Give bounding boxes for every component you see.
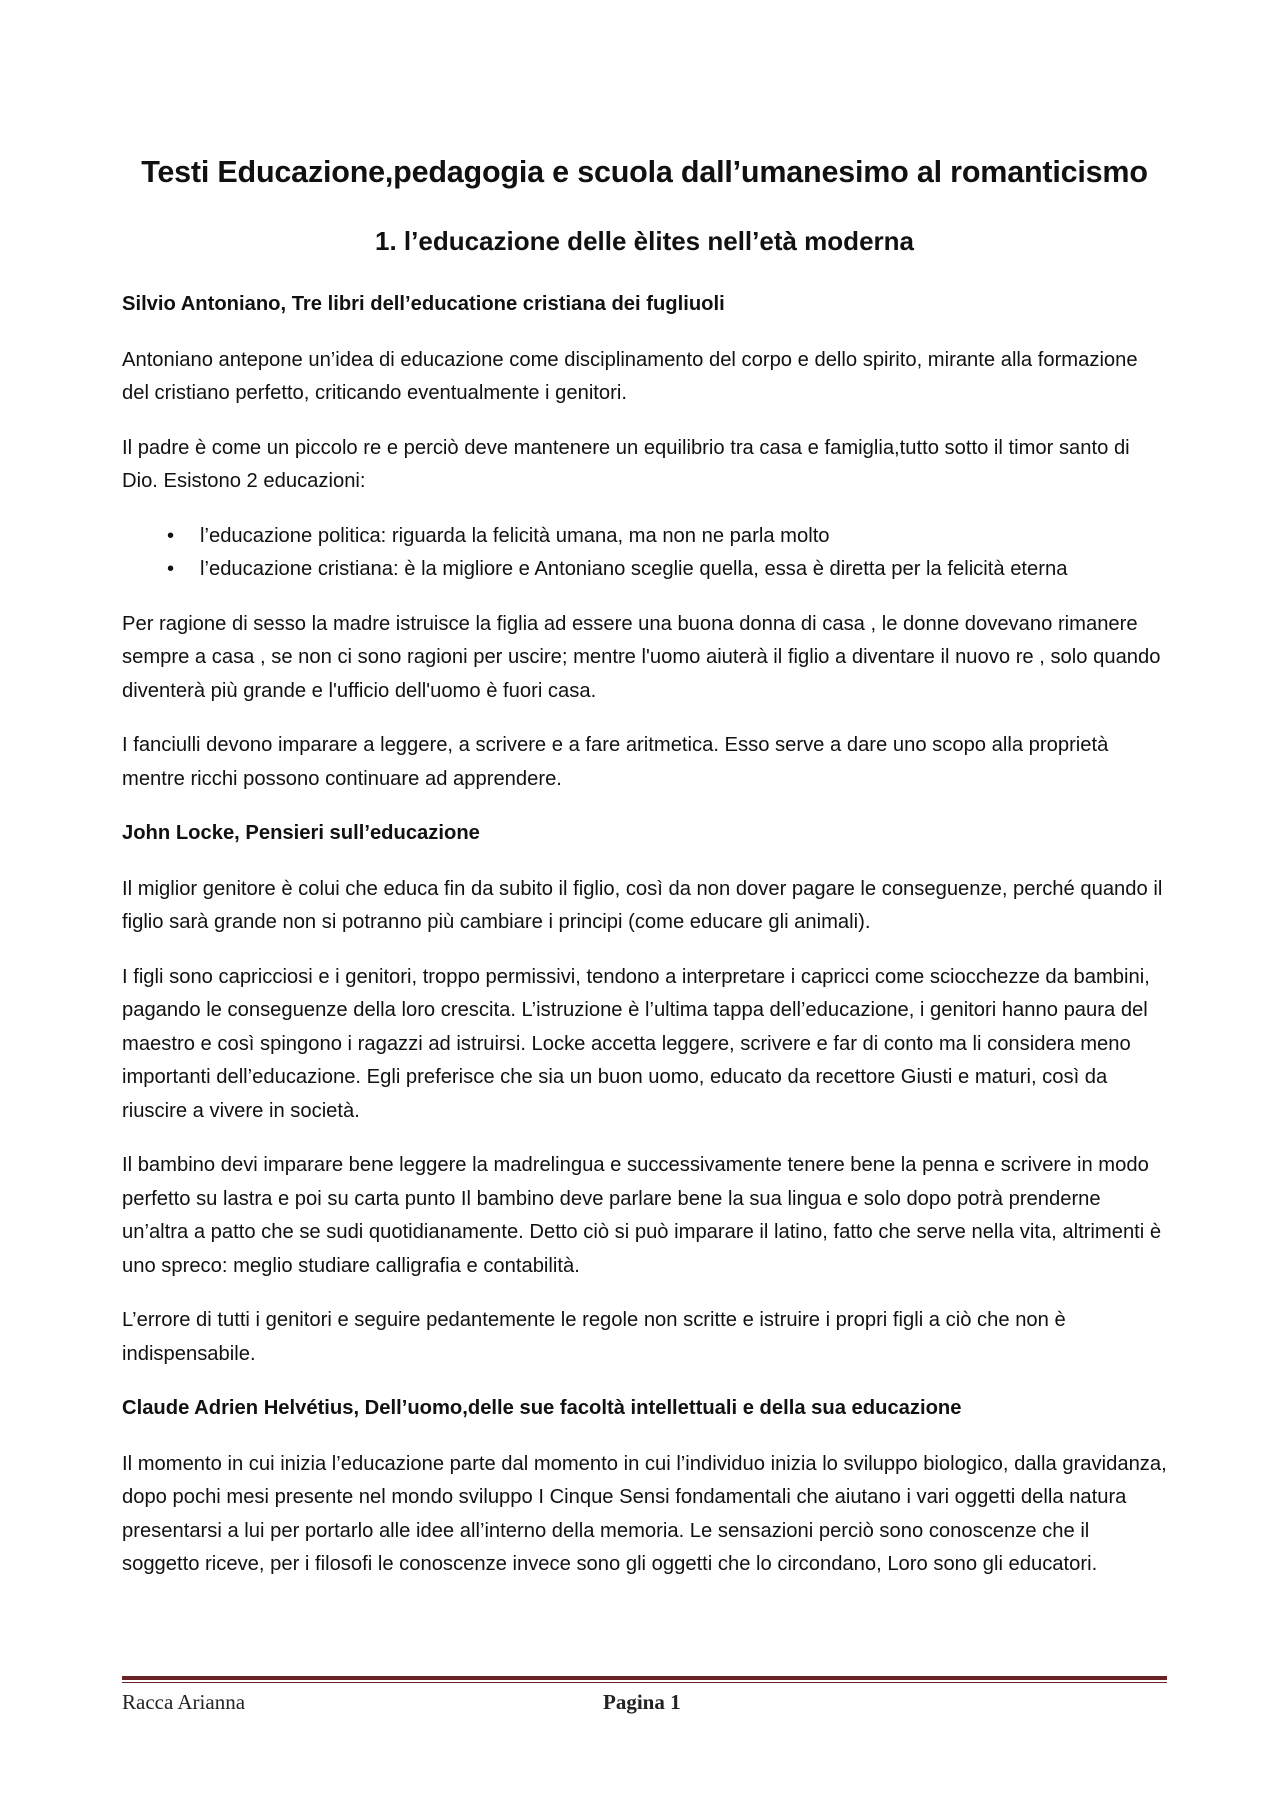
- section-heading-antoniano: Silvio Antoniano, Tre libri dell’educatione cristiana dei fugliuoli: [122, 293, 725, 315]
- paragraph: Il padre è come un piccolo re e perciò deve mantenere un equilibrio tra casa e famiglia,tutto sotto il timor santo di Dio. Esistono 2 educazioni:: [122, 436, 1130, 492]
- section-heading-locke: John Locke, Pensieri sull’educazione: [122, 822, 480, 844]
- paragraph: Antoniano antepone un’idea di educazione come disciplinamento del corpo e dello spirito, mirante alla formazione del cristiano perfetto, criticando eventualmente i genitori.: [122, 348, 1138, 404]
- list-item-text: l’educazione politica: riguarda la felicità umana, ma non ne parla molto: [200, 524, 830, 547]
- section-heading-helvetius: Claude Adrien Helvétius, Dell’uomo,delle sue facoltà intellettuali e della sua educazione: [122, 1397, 962, 1419]
- list-item: [122, 520, 1167, 554]
- chapter-title: 1. l’educazione delle èlites nell’età moderna: [375, 226, 914, 256]
- bullet-icon: •: [167, 524, 175, 547]
- document-title: Testi Educazione,pedagogia e scuola dall’umanesimo al romanticismo: [141, 155, 1148, 189]
- paragraph: Il momento in cui inizia l’educazione parte dal momento in cui l’individuo inizia lo sviluppo biologico, dalla gravidanza, dopo pochi mesi presente nel mondo sviluppo I Cinque Sensi fondamentali che aiutano i vari oggetti della natura presentarsi a lui per portarlo alle idee all’interno della memoria. Le sensazioni perciò sono conoscenze che il soggetto riceve, per i filosofi le conoscenze invece sono gli oggetti che lo circondano, Loro sono gli educatori.: [122, 1452, 1167, 1575]
- footer-divider: [122, 1676, 1167, 1683]
- paragraph: Il bambino devi imparare bene leggere la madrelingua e successivamente tenere bene la penna e scrivere in modo perfetto su lastra e poi su carta punto Il bambino deve parlare bene la sua lingua e solo dopo potrà prenderne un’altra a patto che se sudi quotidianamente. Detto ciò si può imparare il latino, fatto che serve nella vita, altrimenti è uno spreco: meglio studiare calligrafia e contabilità.: [122, 1154, 1162, 1277]
- paragraph: I figli sono capricciosi e i genitori, troppo permissivi, tendono a interpretare i capricci come sciocchezze da bambini, pagando le conseguenze della loro crescita. L’istruzione è l’ultima tappa dell’educazione, i genitori hanno paura del maestro e così spingono i ragazzi ad istruirsi. Locke accetta leggere, scrivere e far di conto ma li considera meno importanti dell’educazione. Egli preferisce che sia un buon uomo, educato da recettore Giusti e maturi, così da riuscire a vivere in società.: [122, 965, 1150, 1122]
- paragraph: Per ragione di sesso la madre istruisce la figlia ad essere una buona donna di casa , le donne dovevano rimanere sempre a casa , se non ci sono ragioni per uscire; mentre l'uomo aiuterà il figlio a diventare il nuovo re , solo quando diventerà più grande e l'ufficio dell'uomo è fuori casa.: [122, 612, 1161, 702]
- list-item: [122, 553, 1167, 587]
- bullet-list: [122, 520, 1167, 587]
- bullet-icon: •: [167, 558, 175, 580]
- footer-divider-thin: [122, 1682, 1167, 1683]
- paragraph: L’errore di tutti i genitori e seguire pedantemente le regole non scritte e istruire i propri figli a ciò che non è indispensabile.: [122, 1309, 1066, 1365]
- paragraph: Il miglior genitore è colui che educa fin da subito il figlio, così da non dover pagare le conseguenze, perché quando il figlio sarà grande non si potranno più cambiare i principi (come educare gli animali).: [122, 877, 1163, 933]
- footer-page-number: Pagina 1: [603, 1690, 681, 1714]
- paragraph: I fanciulli devono imparare a leggere, a scrivere e a fare aritmetica. Esso serve a dare uno scopo alla proprietà mentre ricchi possono continuare ad apprendere.: [122, 734, 1109, 790]
- footer-author: Racca Arianna: [122, 1690, 246, 1714]
- document-body: [122, 288, 1167, 1603]
- list-item-text: l’educazione cristiana: è la migliore e Antoniano sceglie quella, essa è diretta per la felicità eterna: [200, 558, 1068, 580]
- footer-divider-thick: [122, 1676, 1167, 1680]
